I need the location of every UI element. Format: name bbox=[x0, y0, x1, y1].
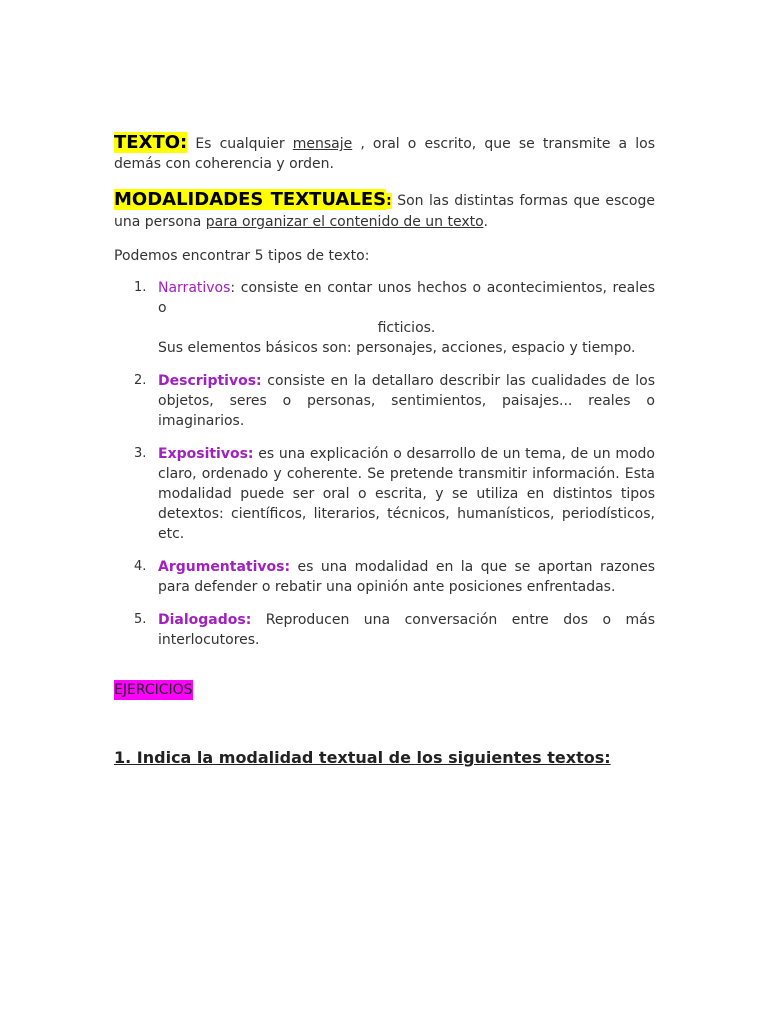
modalidades-pre: Son las distintas formas que escoge una persona bbox=[114, 193, 656, 230]
list-item bbox=[114, 278, 655, 358]
item-text-cont: ficticios. bbox=[377, 320, 436, 336]
definition-texto bbox=[114, 132, 655, 174]
item-text-line2: Sus elementos básicos son: personajes, acciones, espacio y tiempo. bbox=[158, 340, 636, 356]
modalidades-colon: : bbox=[386, 193, 392, 209]
item-term: Argumentativos: bbox=[158, 559, 291, 575]
item-number: 4. bbox=[134, 559, 147, 574]
definition-modalidades bbox=[114, 189, 655, 232]
texto-pre: Es cualquier bbox=[187, 136, 293, 152]
item-term: Expositivos: bbox=[158, 446, 254, 462]
texto-label: TEXTO: bbox=[114, 132, 188, 153]
types-list bbox=[114, 278, 655, 663]
intro-text: Podemos encontrar 5 tipos de texto: bbox=[114, 248, 370, 264]
item-text: Reproducen una conversación entre dos o más interlocutores. bbox=[158, 612, 655, 648]
mensaje-link[interactable]: mensaje bbox=[292, 136, 353, 152]
texto-post: , oral o escrito, que se transmite a los demás con coherencia y orden. bbox=[114, 136, 655, 172]
item-number: 2. bbox=[134, 373, 147, 388]
item-text: : consiste en contar unos hechos o acontecimientos, reales o bbox=[158, 280, 655, 316]
list-item bbox=[114, 371, 655, 431]
ejercicios-heading: EJERCICIOS bbox=[114, 682, 193, 698]
item-text: consiste en la detallaro describir las cualidades de los objetos, seres o personas, sentimientos, paisajes... reales o imaginarios. bbox=[158, 373, 655, 429]
list-item bbox=[114, 444, 655, 544]
item-text: es una modalidad en la que se aportan razones para defender o rebatir una opinión ante posiciones enfrentadas. bbox=[158, 559, 655, 595]
question-heading: 1. Indica la modalidad textual de los siguientes textos: bbox=[114, 748, 611, 767]
list-item bbox=[114, 557, 655, 597]
list-item bbox=[114, 610, 655, 650]
modalidades-post: . bbox=[483, 214, 488, 230]
item-number: 1. bbox=[134, 280, 147, 295]
organizar-link[interactable]: para organizar el contenido de un texto bbox=[205, 214, 484, 230]
item-text: es una explicación o desarrollo de un tema, de un modo claro, ordenado y coherente. Se pretende transmitir información. Esta modalidad puede ser oral o escrita, y se utiliza en distintos tipos detextos: científicos, literarios, técnicos, humanísticos, periodísticos, etc. bbox=[158, 446, 655, 542]
modalidades-label: MODALIDADES TEXTUALES bbox=[114, 189, 387, 210]
item-number: 3. bbox=[134, 446, 147, 461]
item-term: Descriptivos: bbox=[158, 373, 262, 389]
item-number: 5. bbox=[134, 612, 147, 627]
item-term: Narrativos bbox=[158, 280, 231, 296]
item-term: Dialogados: bbox=[158, 612, 252, 628]
